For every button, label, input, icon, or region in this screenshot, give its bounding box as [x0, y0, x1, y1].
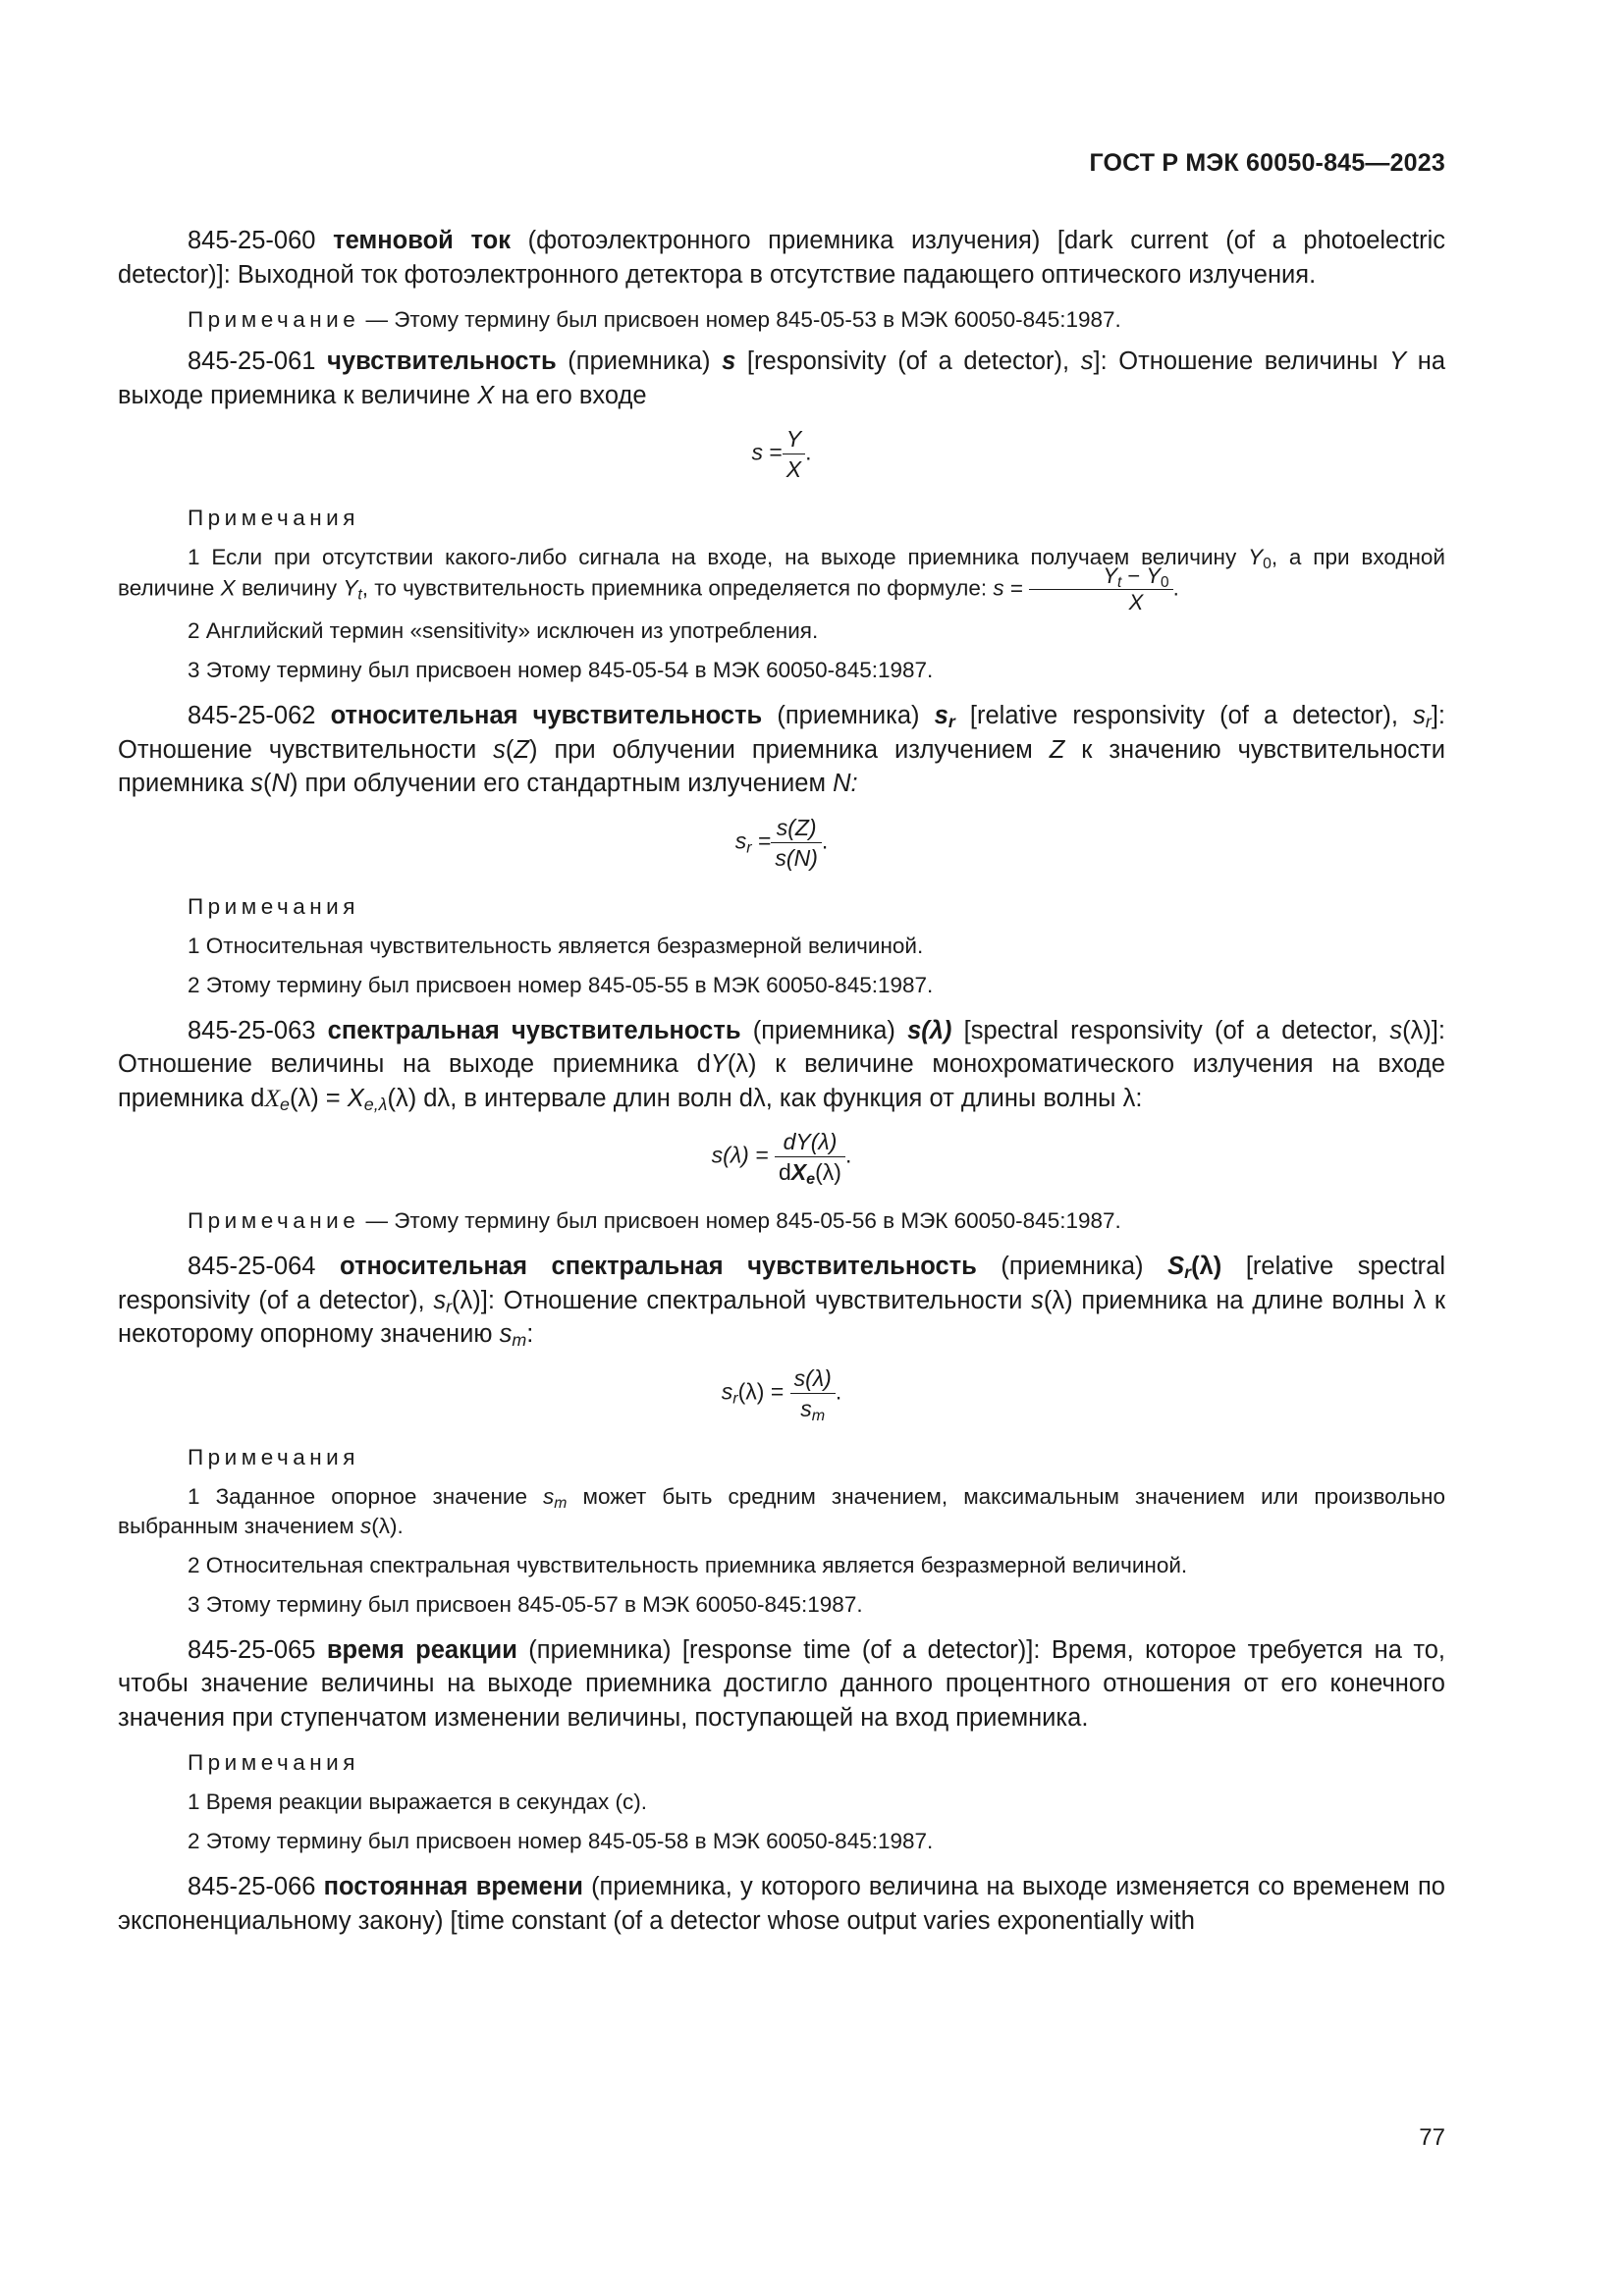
subscript: t — [1117, 574, 1122, 591]
fraction-numerator: Y — [783, 426, 805, 454]
term-text: (λ) dλ, в интервале длин волн dλ, как функция от длины волны λ: — [387, 1084, 1143, 1112]
term-number: 845-25-065 — [188, 1635, 316, 1664]
fraction — [790, 1364, 836, 1424]
fraction — [775, 1129, 845, 1188]
subscript: r — [1184, 1262, 1192, 1282]
page-number: 77 — [1419, 2124, 1445, 2151]
term-text: ]: Отношение чувствительности — [118, 702, 1445, 764]
var-x: X — [220, 575, 236, 601]
note-845-25-064-1 — [118, 1482, 1445, 1541]
var-y: Y — [710, 1050, 728, 1078]
note-845-25-065-2: 2 Этому термину был присвоен номер 845-05-58 в МЭК 60050-845:1987. — [188, 1829, 934, 1853]
term-text: (λ)]: Отношение спектральной чувствительности — [452, 1286, 1023, 1314]
notes-label: Примечания — [188, 1444, 359, 1469]
subscript: t — [357, 586, 362, 604]
var-yt: Y — [343, 575, 358, 601]
note-text: , то чувствительность приемника определяется по формуле: — [361, 575, 988, 601]
note-845-25-060 — [118, 305, 1445, 335]
var-y: Y — [1248, 545, 1264, 569]
formula-lhs: s(λ) = — [711, 1142, 769, 1168]
subscript: r — [947, 712, 955, 731]
note-text: может быть средним значением, максимальным значением или произвольно выбранным значением — [118, 1483, 1445, 1538]
note-text: (λ). — [371, 1513, 404, 1538]
formula-spectral-responsivity — [118, 1129, 1445, 1188]
term-title: относительная чувствительность — [330, 702, 763, 729]
fraction-numerator: dY(λ) — [775, 1129, 845, 1157]
fraction-numerator: s(λ) — [790, 1365, 836, 1394]
note-text: 1 Заданное опорное значение — [188, 1483, 527, 1509]
term-845-25-062: 845-25-062 относительная чувствительность (приемника) $s_r$ [relative responsivity (of a detector), $s_r$]: Отношение чувствительности s(Z) при облучении приемника излучением Z к значению чувствительности приемника s(N) при облучении его стандартным излучением N: — [118, 702, 1445, 797]
term-symbol: s — [934, 702, 948, 729]
term-symbol-lambda: (λ) — [1191, 1253, 1222, 1280]
term-text: при облучении его стандартным излучением — [304, 770, 827, 797]
subscript: 0 — [1161, 574, 1169, 591]
note-845-25-063 — [118, 1206, 1445, 1236]
notes-label: Примечания — [188, 893, 359, 919]
note-text: — Этому термину был присвоен номер 845-05-53 в МЭК 60050-845:1987. — [365, 307, 1121, 332]
fraction-denominator — [775, 1157, 845, 1188]
fraction-denominator: X — [1128, 590, 1144, 614]
var-s: s — [493, 735, 506, 764]
term-text: (приемника) — [777, 702, 920, 729]
subscript: r — [1425, 712, 1432, 731]
subscript: r — [732, 1389, 738, 1408]
term-845-25-060 — [118, 224, 1445, 292]
var-s: s — [1031, 1286, 1044, 1314]
term-symbol: S — [1167, 1253, 1185, 1280]
term-symbol-inline: s — [1080, 347, 1094, 375]
note-845-25-061-1 — [118, 543, 1445, 614]
formula-responsivity — [118, 426, 1445, 482]
minus: − — [1121, 563, 1147, 588]
var-x: X — [477, 381, 495, 409]
var-y: Y — [1389, 347, 1407, 375]
term-text: ]: Отношение величины — [1093, 347, 1379, 375]
note-text: — Этому термину был присвоен номер 845-05-56 в МЭК 60050-845:1987. — [365, 1208, 1121, 1233]
subscript: r — [746, 838, 752, 857]
var-y: Y — [1146, 563, 1162, 588]
term-definition: (приемника, у которого величина на выходе изменяется со временем по экспоненциальному закону) [time constant (of a detector whose output varies exponentially with — [118, 1873, 1445, 1935]
document-header: ГОСТ Р МЭК 60050-845—2023 — [1089, 149, 1445, 177]
term-text: : — [526, 1320, 534, 1348]
note-845-25-064-2: 2 Относительная спектральная чувствительность приемника является безразмерной величиной. — [188, 1552, 1188, 1577]
term-text: (λ) = — [289, 1084, 341, 1112]
term-text: (приемника) — [1001, 1253, 1144, 1280]
note-text: величину — [241, 575, 338, 601]
notes-label: Примечания — [188, 1750, 359, 1775]
term-text: [relative spectral responsivity (of a detector), — [118, 1253, 1445, 1314]
term-text: (λ)]: Отношение величины на выходе приемника d — [118, 1016, 1445, 1078]
formula-end: . — [835, 1378, 842, 1405]
term-number: 845-25-061 — [188, 347, 316, 375]
formula-end: . — [1172, 575, 1179, 601]
term-title: темновой ток — [333, 227, 511, 254]
term-symbol-inline: s — [1389, 1016, 1403, 1044]
var-xe: X — [264, 1083, 281, 1112]
formula-end: . — [821, 828, 829, 854]
den-lambda: (λ) — [815, 1159, 841, 1185]
term-845-25-064 — [118, 1250, 1445, 1352]
term-text: (приемника) — [568, 347, 711, 375]
term-symbol-inline: s — [433, 1286, 447, 1314]
term-text: [spectral responsivity (of a detector, — [963, 1016, 1379, 1044]
term-text: [relative responsivity (of a detector), — [969, 702, 1398, 729]
fraction — [783, 426, 805, 482]
term-845-25-065 — [118, 1633, 1445, 1735]
inline-fraction — [1029, 564, 1172, 614]
note-845-25-062-2: 2 Этому термину был присвоен номер 845-05-55 в МЭК 60050-845:1987. — [188, 972, 934, 997]
document-body — [118, 224, 1445, 1951]
formula-eq: = — [762, 439, 783, 465]
note-845-25-061-2: 2 Английский термин «sensitivity» исключен из употребления. — [188, 618, 819, 643]
document-page — [118, 0, 1445, 2296]
subscript: 0 — [1263, 556, 1272, 572]
term-text: (приемника) — [752, 1016, 895, 1044]
term-title: относительная спектральная чувствительность — [340, 1253, 977, 1280]
term-number: 845-25-060 — [188, 227, 316, 254]
var-xel: X — [347, 1084, 364, 1112]
fraction — [771, 815, 821, 871]
formula-end: . — [844, 1142, 852, 1168]
formula-eq: = — [1003, 575, 1024, 601]
note-845-25-064-3: 3 Этому термину был присвоен 845-05-57 в МЭК 60050-845:1987. — [188, 1591, 863, 1617]
term-title: чувствительность — [327, 347, 557, 375]
formula-relative-responsivity — [118, 815, 1445, 871]
fraction-denominator — [790, 1394, 836, 1424]
term-text: на его входе — [501, 381, 647, 409]
var-n: N — [271, 770, 290, 797]
var-z: Z — [1049, 735, 1065, 764]
note-845-25-061-3: 3 Этому термину был присвоен номер 845-05-54 в МЭК 60050-845:1987. — [188, 658, 934, 682]
var-s: s — [360, 1513, 372, 1538]
term-title: спектральная чувствительность — [327, 1016, 741, 1044]
subscript: e — [280, 1094, 290, 1114]
term-number: 845-25-062 — [188, 702, 316, 729]
fraction-numerator — [1029, 564, 1172, 590]
fraction-denominator: s(N) — [775, 844, 818, 871]
term-845-25-063 — [118, 1014, 1445, 1116]
formula-eq: = — [751, 828, 772, 854]
term-title: время реакции — [326, 1635, 517, 1664]
note-845-25-062-1: 1 Относительная чувствительность является безразмерной величиной. — [188, 933, 924, 958]
term-text: к значению чувствительности приемника — [118, 735, 1445, 797]
formula-relative-spectral-responsivity — [118, 1364, 1445, 1424]
term-text: (λ) приемника на длине волны λ к некоторому опорному значению — [118, 1286, 1445, 1348]
var-n: N: — [833, 770, 858, 797]
term-text: на выходе приемника к величине — [118, 347, 1445, 409]
subscript: m — [811, 1406, 826, 1424]
notes-label: Примечания — [188, 506, 359, 530]
note-label: Примечание — [188, 307, 360, 332]
var-sm: s — [499, 1320, 513, 1348]
subscript: m — [512, 1330, 527, 1350]
fraction-denominator: X — [785, 456, 802, 482]
var-y: Y — [1103, 563, 1117, 588]
note-label: Примечание — [188, 1208, 360, 1233]
term-number: 845-25-063 — [188, 1016, 316, 1044]
term-text: (λ) к величине монохроматического излучения на входе приемника d — [118, 1050, 1445, 1112]
term-845-25-061 — [118, 345, 1445, 412]
term-number: 845-25-064 — [188, 1253, 316, 1280]
fraction-numerator: s(Z) — [771, 815, 821, 843]
formula-lhs: s — [734, 828, 747, 854]
term-definition: (фотоэлектронного приемника излучения) [dark current (of a photoelectric detector)]: Выходной ток фотоэлектронного детектора в отсутствие падающего оптического излучения. — [118, 227, 1445, 289]
note-text: , а при входной величине — [118, 545, 1445, 601]
note-text: 1 Если при отсутствии какого-либо сигнала на входе, на выходе приемника получаем величину — [188, 545, 1237, 569]
term-symbol: s — [722, 347, 736, 375]
var-x: X — [790, 1159, 807, 1185]
subscript: e — [806, 1170, 816, 1188]
term-number: 845-25-066 — [188, 1873, 316, 1900]
var-sm: s — [543, 1483, 555, 1509]
var-s: s — [250, 770, 264, 797]
formula-lhs: s — [751, 439, 763, 465]
term-845-25-066 — [118, 1870, 1445, 1938]
var-z: Z — [514, 735, 529, 764]
formula-end: . — [805, 439, 812, 465]
term-text: [responsivity (of a detector), — [746, 347, 1070, 375]
term-title: постоянная времени — [323, 1873, 583, 1900]
subscript: r — [446, 1296, 453, 1316]
note-845-25-065-1: 1 Время реакции выражается в секундах (с). — [188, 1789, 647, 1814]
term-definition: (приемника) [response time (of a detector)]: Время, которое требуется на то, чтобы значение величины на выходе приемника достигло данного процентного отношения от его конечного значения при ступенчатом изменении величины, поступающей на вход приемника. — [118, 1635, 1445, 1732]
subscript: m — [554, 1494, 568, 1512]
term-text: при облучении приемника излучением — [554, 735, 1033, 764]
den-d: d — [779, 1159, 791, 1185]
formula-lhs: s — [993, 575, 1004, 601]
term-symbol: s(λ) — [907, 1016, 952, 1044]
formula-lhs: s — [721, 1378, 733, 1405]
formula-eq: (λ) = — [737, 1378, 785, 1405]
var-s: s — [800, 1395, 812, 1421]
term-symbol-inline: s — [1413, 702, 1426, 729]
subscript: e,λ — [363, 1094, 388, 1114]
